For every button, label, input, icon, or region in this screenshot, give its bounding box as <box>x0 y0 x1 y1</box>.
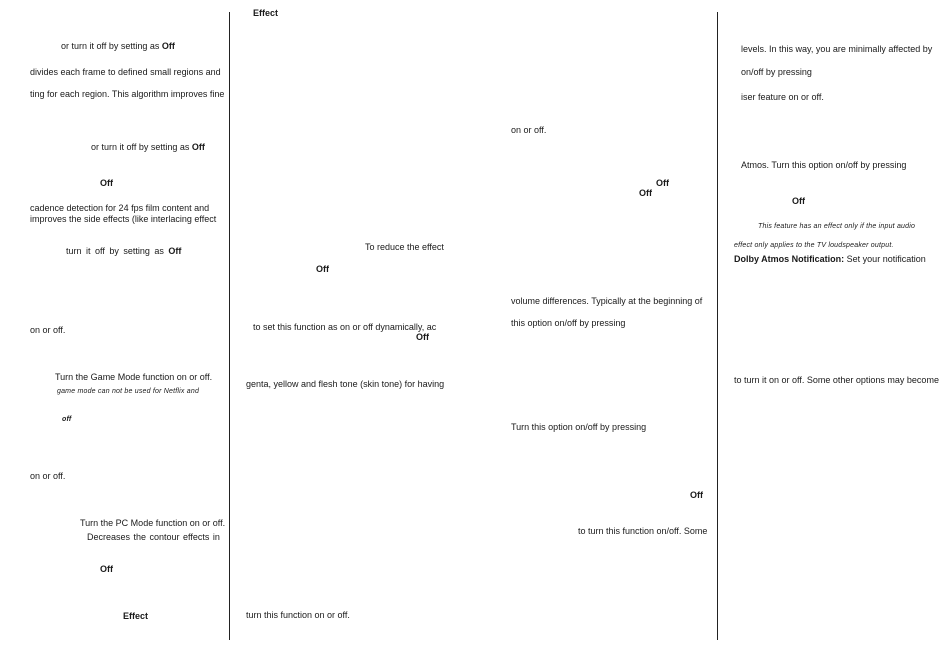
text-line: on or off. <box>511 125 547 135</box>
text-line: Turn the PC Mode function on or off. <box>80 518 226 528</box>
text-line: Decreases the contour effects in <box>87 532 220 542</box>
text-line: Off <box>639 188 652 198</box>
text-line: this option on/off by pressing <box>511 318 626 328</box>
text-line: to set this function as on or off dynamically, ac <box>253 322 437 332</box>
text-line: This feature has an effect only if the input audio <box>758 223 916 230</box>
text-line: on or off. <box>30 471 66 481</box>
text-line: Off <box>100 178 113 188</box>
text-line: Off <box>100 564 113 574</box>
text-line: Dolby Atmos Notification: Set your notification <box>734 254 926 264</box>
text-line: to turn it on or off. Some other options may become <box>734 375 939 385</box>
text-line: levels. In this way, you are minimally affected by <box>741 44 933 54</box>
text-line: Off <box>416 332 429 342</box>
column-divider <box>229 12 230 640</box>
text-line: Turn this option on/off by pressing <box>511 422 647 432</box>
text-line: To reduce the effect <box>365 242 444 252</box>
text-line: iser feature on or off. <box>741 92 824 102</box>
text-line: to turn this function on/off. Some <box>578 526 708 536</box>
text-line: Atmos. Turn this option on/off by pressing <box>741 160 907 170</box>
text-line: ting for each region. This algorithm improves fine <box>30 89 225 99</box>
text-line: Off <box>316 264 329 274</box>
text-line: on/off by pressing <box>741 67 812 77</box>
text-line: turn this function on or off. <box>246 610 350 620</box>
section-heading: Effect <box>253 8 279 18</box>
text-line: Off <box>690 490 703 500</box>
text-line: Turn the Game Mode function on or off. <box>55 372 213 382</box>
text-line: Effect <box>123 611 149 621</box>
column-divider <box>717 12 718 640</box>
text-line: genta, yellow and flesh tone (skin tone) for having <box>246 379 445 389</box>
text-line: volume differences. Typically at the beginning of <box>511 296 703 306</box>
text-line: game mode can not be used for Netflix and <box>57 388 200 395</box>
text-line: Off <box>656 178 669 188</box>
text-line: turn it off by setting as Off <box>66 246 182 256</box>
text-line: Off <box>792 196 805 206</box>
text-line: or turn it off by setting as Off <box>61 41 175 51</box>
text-line: off <box>62 416 72 423</box>
text-line: on or off. <box>30 325 66 335</box>
text-paragraph: cadence detection for 24 fps film content and improves the side effects (like interlacing effect <box>30 203 217 224</box>
text-line: effect only applies to the TV loudspeaker output. <box>734 242 894 249</box>
text-line: divides each frame to defined small regions and <box>30 67 221 77</box>
text-line: or turn it off by setting as Off <box>91 142 205 152</box>
